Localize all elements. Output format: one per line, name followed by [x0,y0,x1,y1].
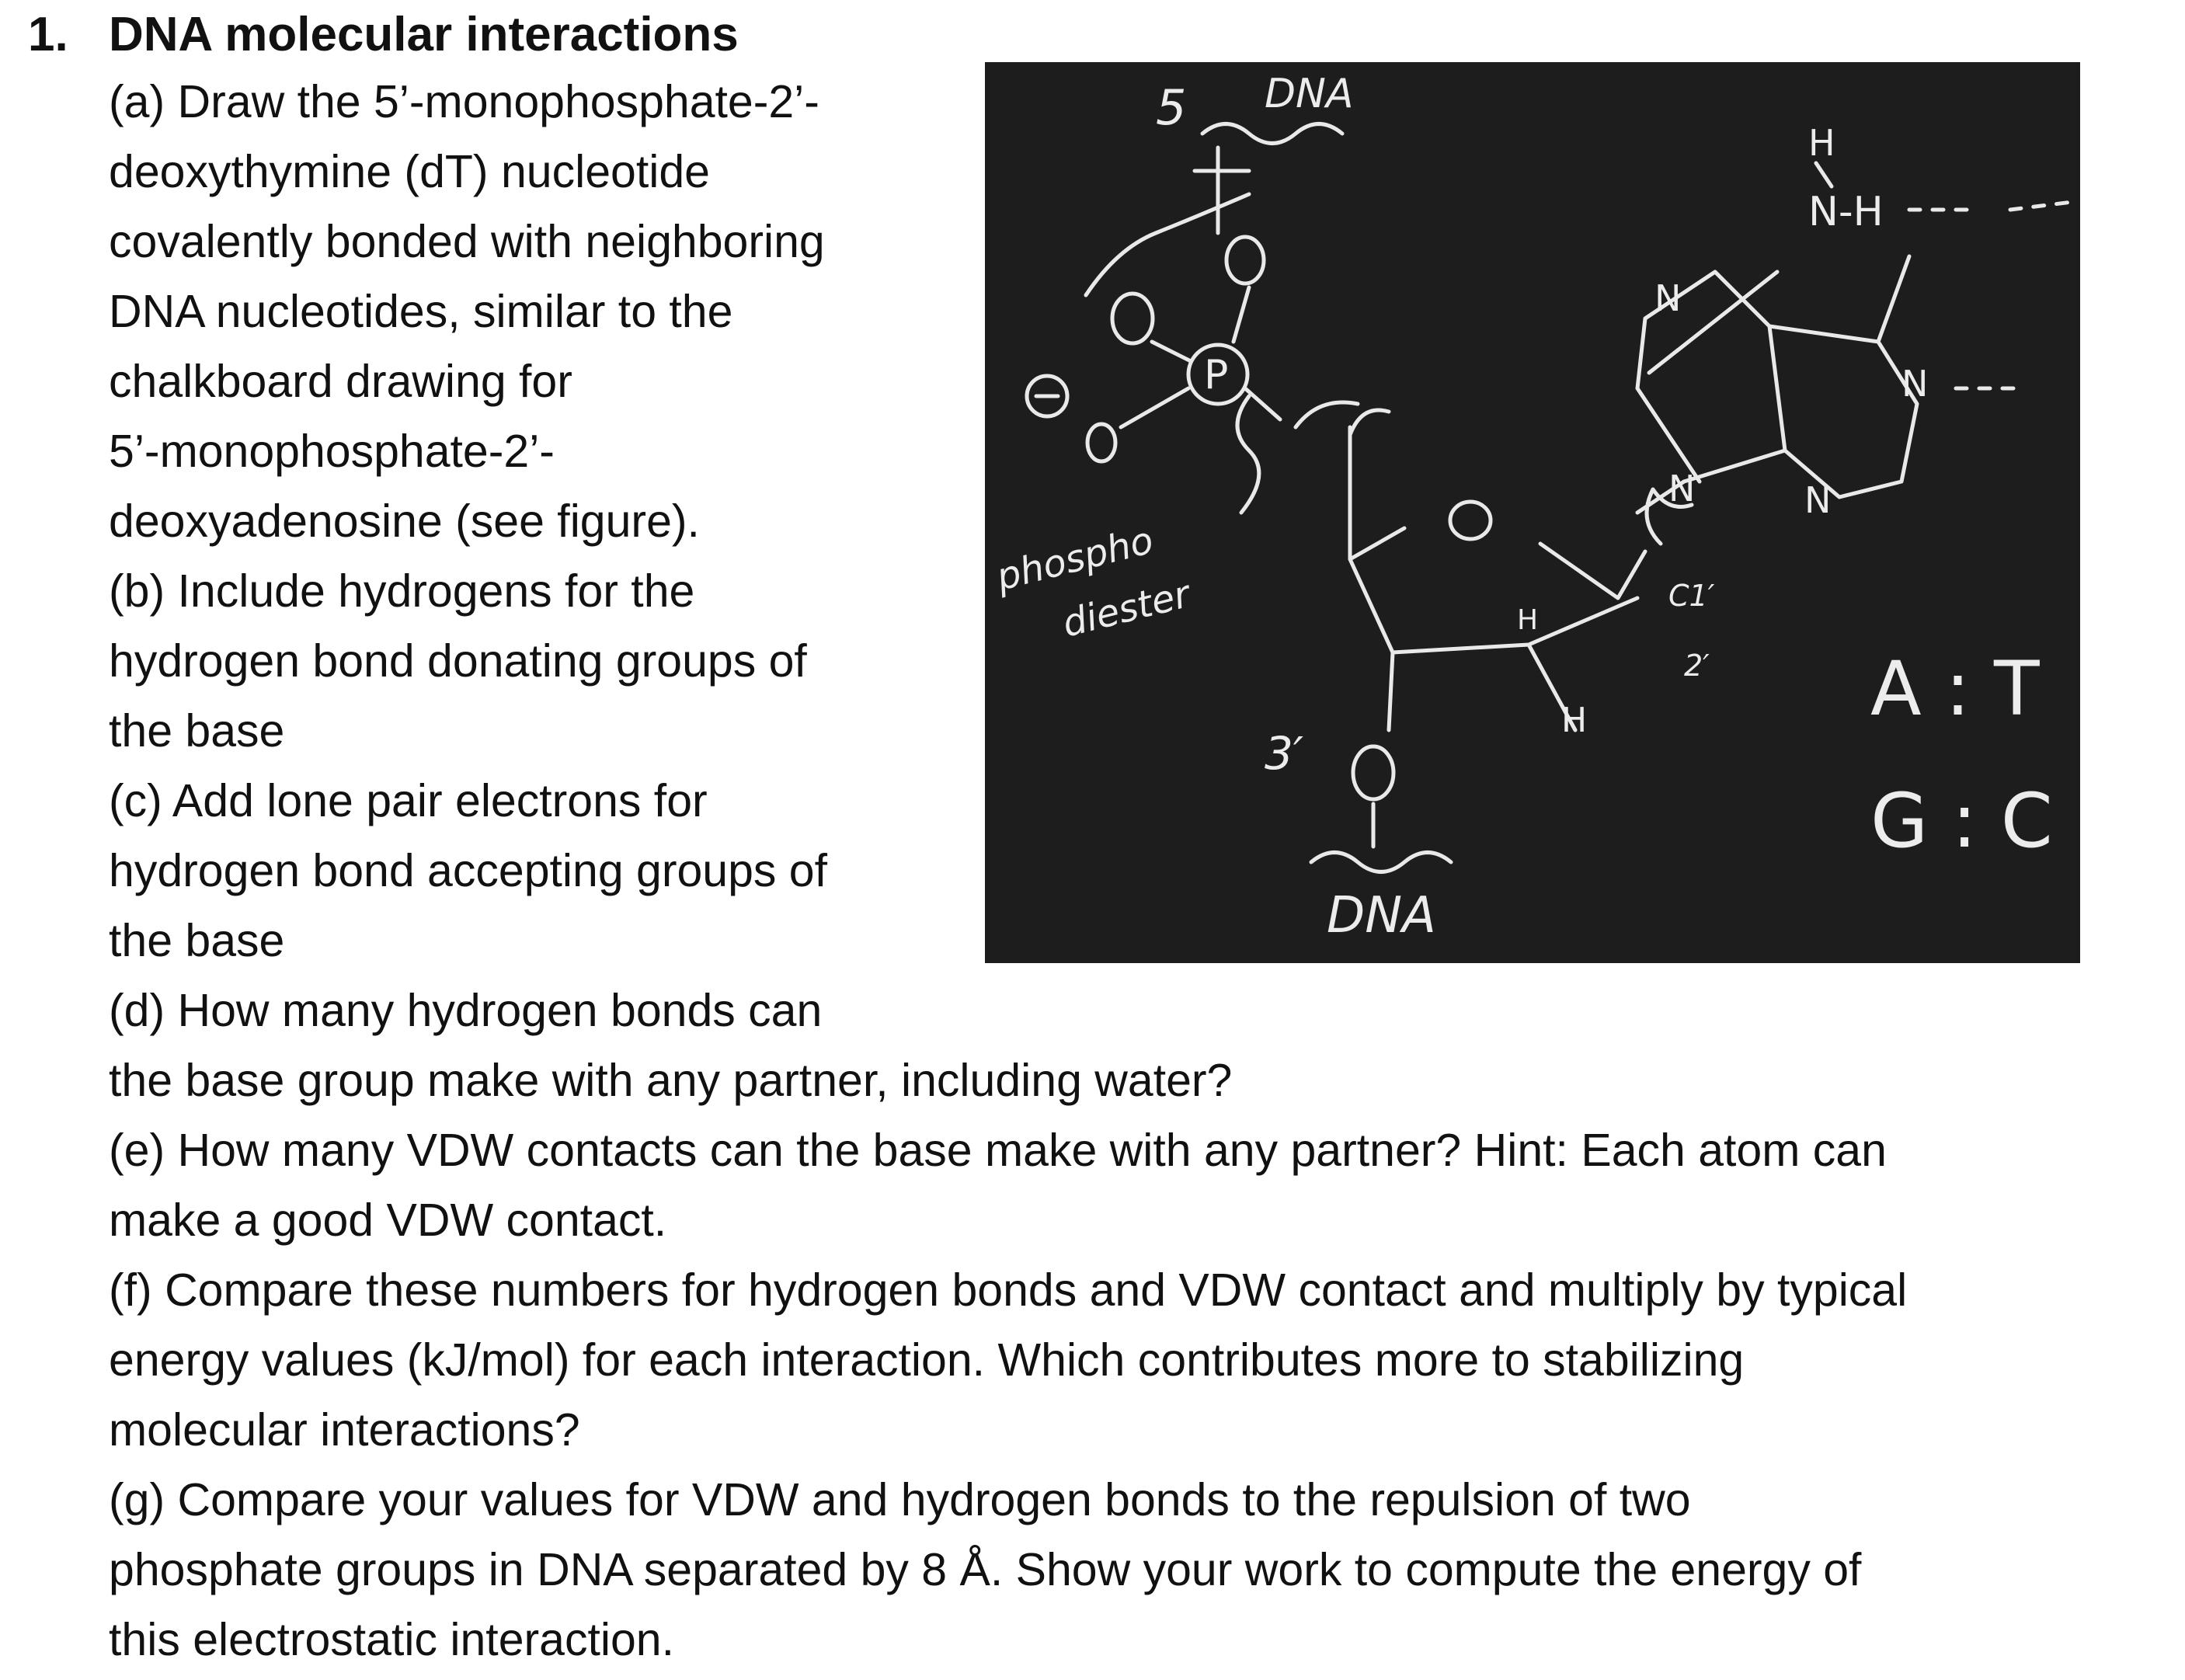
text-line: (g) Compare your values for VDW and hydrogen bonds to the repulsion of two [109,1474,1691,1525]
text-line: (d) How many hydrogen bonds can [109,985,823,1036]
c2-prime-label: 2′ [1684,649,1710,683]
chalk-drawing [985,62,2080,963]
dna-top-label: DNA [1265,71,1354,117]
text-line: molecular interactions? [109,1404,580,1456]
oxygen-atom [1226,237,1264,283]
text-line: chalkboard drawing for [109,356,572,407]
c1-prime-label: C1′ [1668,579,1715,613]
phosphorus-label: P [1204,352,1229,398]
oxygen-atom [1112,294,1153,343]
text-line: (e) How many VDW contacts can the base make with any partner? Hint: Each atom can [109,1125,1887,1176]
nh-label: N-H [1808,189,1884,235]
dna-bottom-wave [1311,853,1451,872]
ch2-squiggle [1296,402,1389,435]
text-line: the base [109,705,285,757]
text-line: deoxyadenosine (see figure). [109,496,700,547]
text-line: (b) Include hydrogens for the [109,565,695,617]
text-line: phosphate groups in DNA separated by 8 Å. Show your work to compute the energy of [109,1544,1862,1595]
three-prime-label: 3′ [1265,727,1304,780]
text-line: DNA nucleotides, similar to the [109,286,733,337]
n9-label: N [1668,468,1696,510]
question-title: DNA molecular interactions [109,8,739,61]
sugar-bonds [1350,427,1404,652]
phosphodiester-label-1: phospho [992,518,1158,600]
phosphate-bonds [1121,287,1280,427]
hydrogen-label: H [1517,604,1539,636]
text-line: hydrogen bond donating groups of [109,635,807,687]
text-line: the base group make with any partner, including water? [109,1055,1233,1106]
text-line: energy values (kJ/mol) for each interaction. Which contributes more to stabilizing [109,1334,1745,1386]
backbone-wave [1086,194,1249,295]
text-line: (c) Add lone pair electrons for [109,775,708,826]
gc-pair-label: G : C [1870,777,2053,864]
at-pair-label: A : T [1870,645,2040,732]
chalkboard-figure [985,62,2080,963]
phosphodiester-label-2: diester [1058,572,1195,646]
text-line: (a) Draw the 5’-monophosphate-2’- [109,76,819,127]
text-line: deoxythymine (dT) nucleotide [109,146,710,197]
text-line: 5’-monophosphate-2’- [109,426,555,477]
dna-bottom-label: DNA [1327,887,1436,944]
five-prime-label: 5 [1156,79,1187,136]
oxygen-atom [1353,746,1393,799]
text-line: covalently bonded with neighboring [109,216,825,267]
hydrogen-label: H [1561,701,1588,740]
oxygen-atom [1087,424,1115,461]
question-number: 1. [28,8,68,61]
ring-oxygen [1450,502,1491,539]
text-line: (f) Compare these numbers for hydrogen bonds and VDW contact and multiply by typical [109,1264,1908,1316]
text-line: the base [109,915,285,966]
backbone-wave [1237,396,1259,513]
n1-label: N [1901,363,1929,405]
sugar-ring [1389,598,1637,730]
text-line: this electrostatic interaction. [109,1614,674,1665]
n7-label: N [1654,277,1682,319]
hydrogen-label: H [1808,122,1835,164]
text-line: make a good VDW contact. [109,1195,667,1246]
hydrogen-bond-dash [1909,202,2072,210]
nh-bond [1816,163,1832,186]
dna-top-wave [1202,124,1342,144]
n3-label: N [1804,479,1832,521]
text-line: hydrogen bond accepting groups of [109,845,828,896]
sugar-ring [1540,544,1645,598]
